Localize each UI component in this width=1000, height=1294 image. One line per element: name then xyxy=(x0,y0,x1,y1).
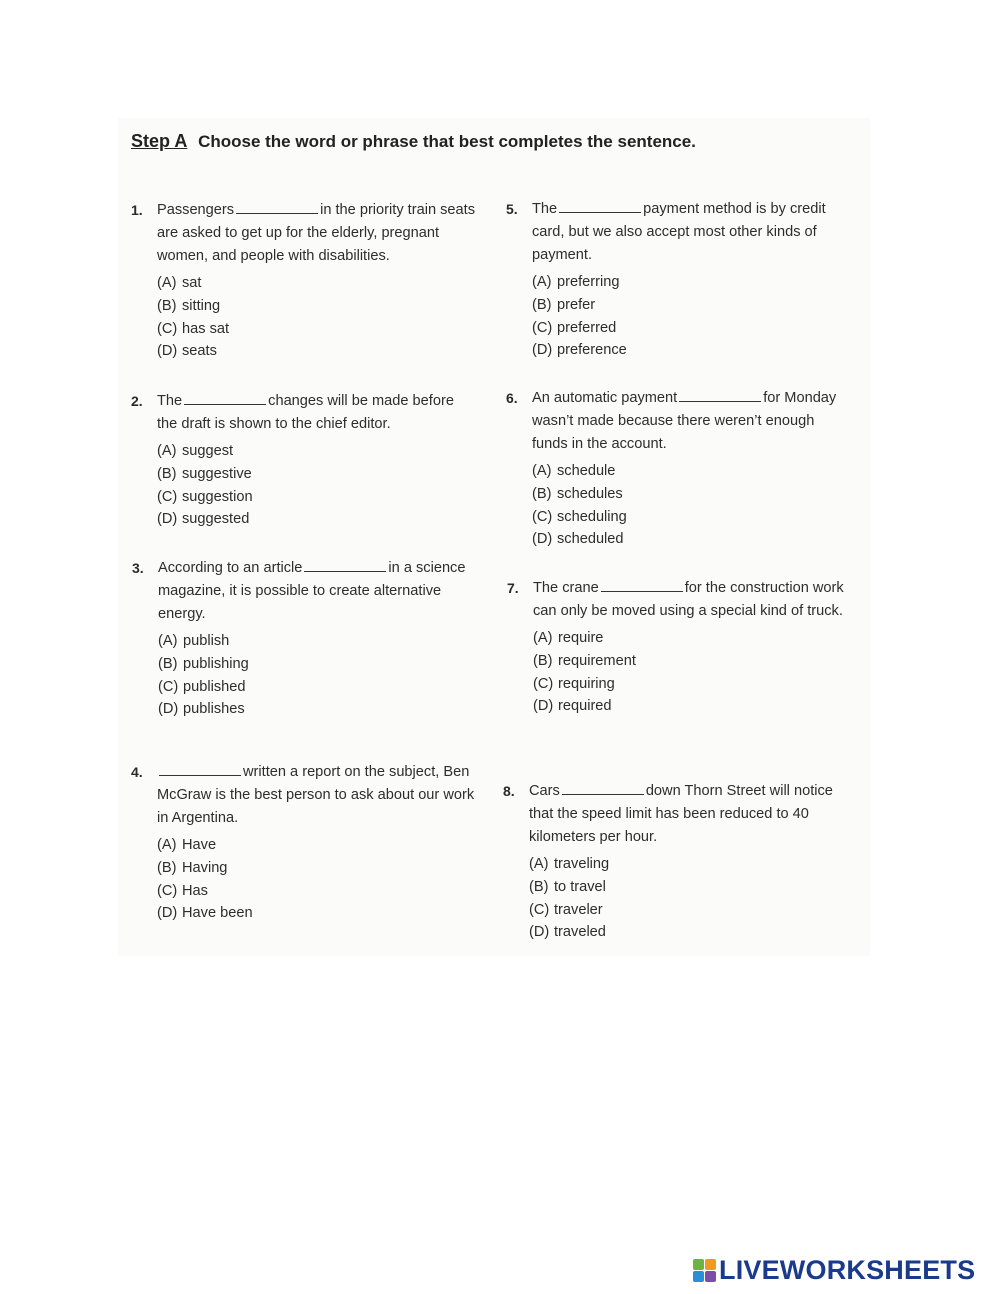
option-list xyxy=(157,440,476,531)
logo-tile-i xyxy=(705,1259,716,1270)
option-d[interactable]: (D) scheduled xyxy=(532,531,624,548)
option-list xyxy=(157,272,476,363)
question-number: 7. xyxy=(507,580,519,596)
option-b[interactable]: (B) prefer xyxy=(532,296,596,313)
question-number: 2. xyxy=(131,393,143,409)
option-list xyxy=(157,834,476,925)
question-stem: Cars down Thorn Street will notice that the speed limit has been reduced to 40 kilometers per hour. xyxy=(529,783,833,845)
option-d[interactable]: (D) Have been xyxy=(157,905,253,922)
question-stem: written a report on the subject, Ben McGraw is the best person to ask about our work in Argentina. xyxy=(157,764,475,826)
question-1 xyxy=(131,199,476,363)
option-c[interactable]: (C) Has xyxy=(157,882,208,899)
logo-tile-l xyxy=(693,1259,704,1270)
option-list xyxy=(532,460,851,551)
liveworksheets-logo[interactable] xyxy=(693,1253,975,1287)
question-number: 4. xyxy=(131,764,143,780)
answer-blank[interactable] xyxy=(236,201,318,214)
question-number: 1. xyxy=(131,202,143,218)
option-a[interactable]: (A) require xyxy=(533,630,604,646)
option-b[interactable]: (B) sitting xyxy=(157,297,221,314)
question-8 xyxy=(503,780,848,944)
option-list xyxy=(533,627,852,718)
option-c[interactable]: (C) requiring xyxy=(533,675,615,692)
question-number: 6. xyxy=(506,390,518,406)
option-a[interactable]: (A) publish xyxy=(158,633,230,649)
option-list xyxy=(158,630,477,721)
answer-blank[interactable] xyxy=(679,389,761,402)
option-c[interactable]: (C) scheduling xyxy=(532,508,627,525)
option-a[interactable]: (A) schedule xyxy=(532,463,616,479)
answer-blank[interactable] xyxy=(562,782,644,795)
logo-tile-v xyxy=(693,1271,704,1282)
question-4 xyxy=(131,761,476,925)
option-c[interactable]: (C) published xyxy=(158,678,246,695)
option-d[interactable]: (D) suggested xyxy=(157,511,250,528)
option-a[interactable]: (A) suggest xyxy=(157,443,234,459)
page-heading xyxy=(131,131,696,152)
instruction-text: Choose the word or phrase that best completes the sentence. xyxy=(198,132,696,151)
question-7 xyxy=(507,577,852,718)
answer-blank[interactable] xyxy=(601,579,683,592)
question-stem: An automatic payment for Monday wasn’t made because there weren’t enough funds in the account. xyxy=(532,390,837,452)
logo-grid-icon xyxy=(693,1259,716,1282)
question-5 xyxy=(506,198,851,362)
answer-blank[interactable] xyxy=(304,559,386,572)
option-a[interactable]: (A) sat xyxy=(157,275,202,291)
option-b[interactable]: (B) to travel xyxy=(529,878,606,895)
option-c[interactable]: (C) suggestion xyxy=(157,488,253,505)
question-stem: According to an article in a science magazine, it is possible to create alternative energy. xyxy=(158,560,466,622)
question-stem: The payment method is by credit card, but we also accept most other kinds of payment. xyxy=(532,201,826,263)
question-3 xyxy=(132,557,477,721)
option-b[interactable]: (B) Having xyxy=(157,859,228,876)
brand-name: LIVEWORKSHEETS xyxy=(719,1254,976,1285)
option-b[interactable]: (B) suggestive xyxy=(157,465,252,482)
question-number: 5. xyxy=(506,201,518,217)
option-d[interactable]: (D) traveled xyxy=(529,924,606,941)
answer-blank[interactable] xyxy=(159,763,241,776)
step-label: Step A xyxy=(131,131,188,151)
question-2 xyxy=(131,390,476,531)
option-b[interactable]: (B) publishing xyxy=(158,655,249,672)
question-6 xyxy=(506,387,851,551)
option-list xyxy=(532,271,851,362)
option-d[interactable]: (D) seats xyxy=(157,343,217,360)
answer-blank[interactable] xyxy=(559,200,641,213)
option-c[interactable]: (C) has sat xyxy=(157,320,230,337)
question-number: 8. xyxy=(503,783,515,799)
question-number: 3. xyxy=(132,560,144,576)
question-stem: The crane for the construction work can only be moved using a special kind of truck. xyxy=(533,580,844,619)
option-c[interactable]: (C) preferred xyxy=(532,319,617,336)
option-b[interactable]: (B) schedules xyxy=(532,485,623,502)
option-a[interactable]: (A) Have xyxy=(157,837,217,853)
answer-blank[interactable] xyxy=(184,392,266,405)
option-b[interactable]: (B) requirement xyxy=(533,652,636,669)
option-d[interactable]: (D) required xyxy=(533,698,612,715)
option-d[interactable]: (D) preference xyxy=(532,342,627,359)
question-stem: Passengers in the priority train seats are asked to get up for the elderly, pregnant women, and people with disabilities. xyxy=(157,202,476,264)
option-a[interactable]: (A) traveling xyxy=(529,856,610,872)
logo-tile-e xyxy=(705,1271,716,1282)
option-d[interactable]: (D) publishes xyxy=(158,701,245,718)
question-stem: The changes will be made before the draft is shown to the chief editor. xyxy=(157,393,454,432)
option-list xyxy=(529,853,848,944)
option-a[interactable]: (A) preferring xyxy=(532,274,620,290)
option-c[interactable]: (C) traveler xyxy=(529,901,603,918)
